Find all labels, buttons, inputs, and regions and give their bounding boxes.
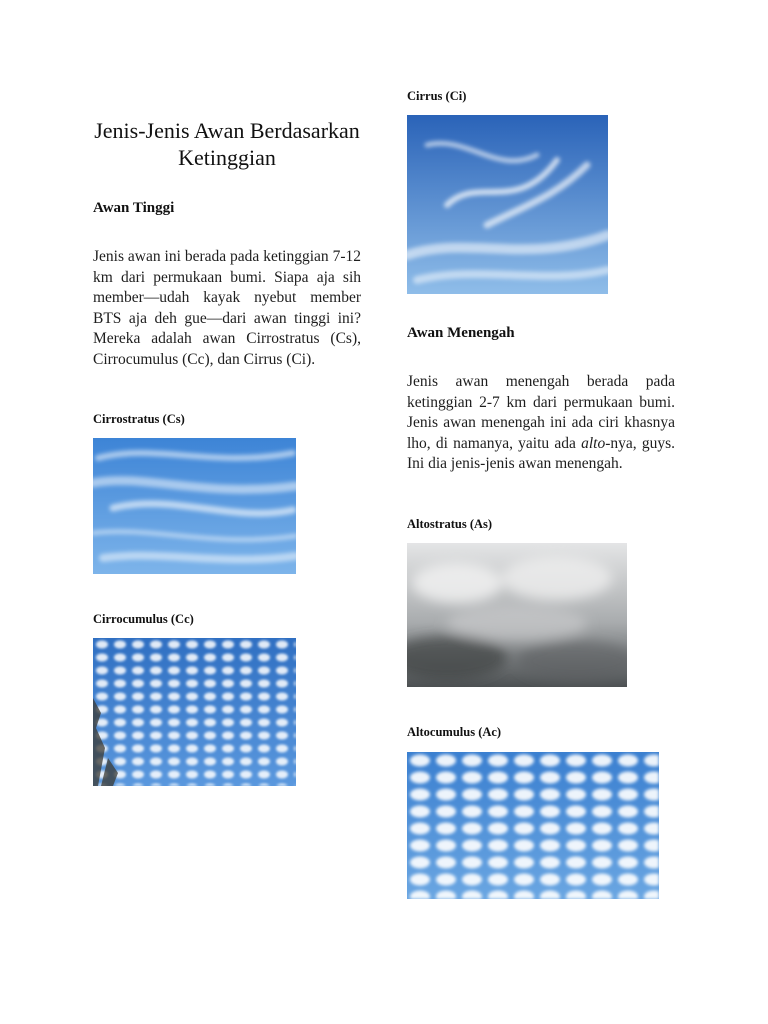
altocumulus-photo [407,752,659,899]
page-title: Jenis-Jenis Awan Berdasarkan Ketinggian [94,118,360,170]
paragraph-italic-alto: alto [581,434,606,452]
cirrocumulus-photo [93,638,296,786]
caption-cirrostratus: Cirrostratus (Cs) [93,412,185,426]
cirrus-photo [407,115,608,294]
caption-altocumulus: Altocumulus (Ac) [407,725,502,739]
paragraph-awan-tinggi: Jenis awan ini berada pada ketinggian 7-12 km dari permukaan bumi. Siapa aja sih member—udah kayak nyebut member BTS aja deh gue—dari awan tinggi ini? Mereka adalah awan Cirrostratus (Cs), Cirrocumulus (Cc), dan Cirrus (Ci). [93,248,361,368]
paragraph-awan-menengah [407,372,675,475]
caption-cirrocumulus: Cirrocumulus (Cc) [93,612,194,626]
section-heading-awan-tinggi: Awan Tinggi [93,200,175,216]
paragraph-text-start: Jenis awan menengah berada pada ketinggian 2-7 km dari permukaan bumi. Jenis awan menengah ini ada ciri khasnya lho, di namanya, yaitu ada [407,373,675,452]
cirrostratus-photo [93,438,296,574]
caption-altostratus: Altostratus (As) [407,517,493,531]
paragraph-text-end: -nya, guys. Ini dia jenis-jenis awan menengah. [407,434,675,472]
altostratus-photo [407,543,627,687]
section-heading-awan-menengah: Awan Menengah [407,325,515,341]
caption-cirrus: Cirrus (Ci) [407,89,467,103]
